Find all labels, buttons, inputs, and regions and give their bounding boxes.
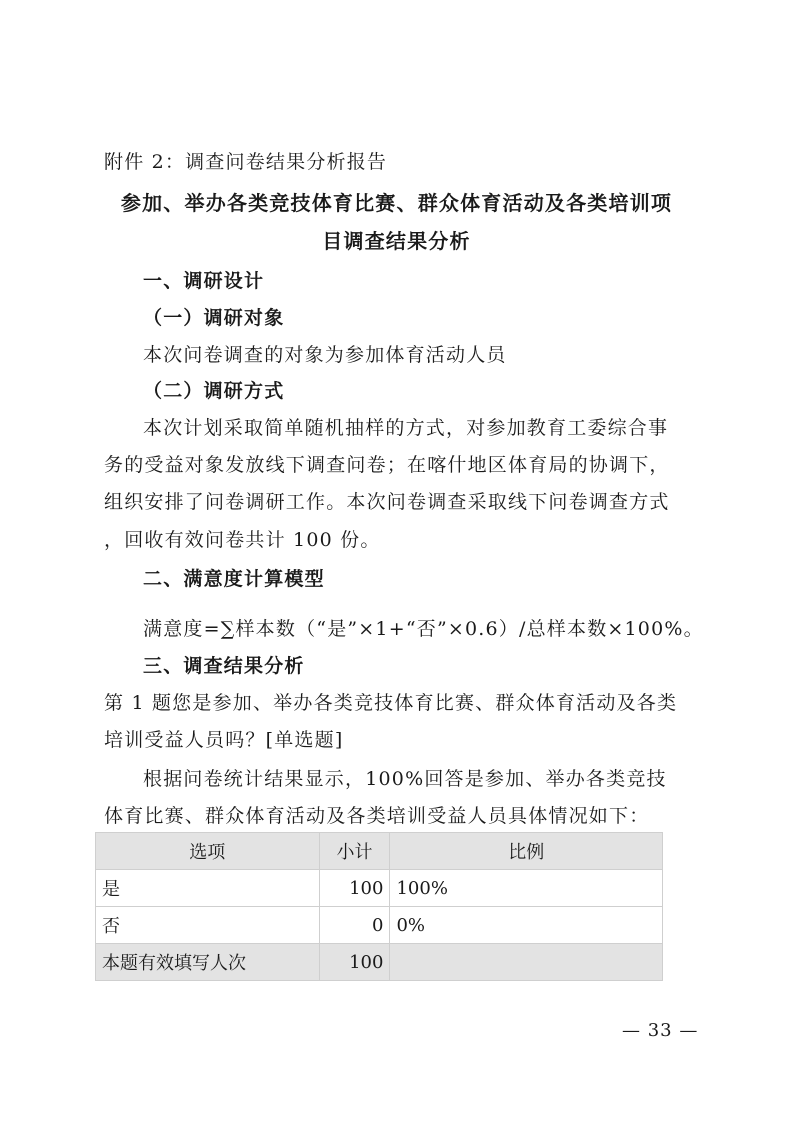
header-count: 小计 [319,833,390,870]
cell-ratio: 0% [390,907,663,944]
cell-count: 0 [319,907,390,944]
question1-line1: 第 1 题您是参加、举办各类竞技体育比赛、群众体育活动及各类 [104,692,678,714]
result-text-line1: 根据问卷统计结果显示，100%回答是参加、举办各类竞技 [143,768,667,790]
main-title-line2: 目调查结果分析 [322,229,471,253]
result-table [95,832,663,981]
sub1-heading: （一）调研对象 [143,307,285,329]
cell-option: 否 [96,907,320,944]
total-label: 本题有效填写人次 [96,944,320,981]
result-text-line2: 体育比赛、群众体育活动及各类培训受益人员具体情况如下： [104,805,650,827]
table-header-row [96,833,663,870]
table-row [96,870,663,907]
sub2-text-line4: ，回收有效问卷共计 100 份。 [104,529,381,551]
table-total-row [96,944,663,981]
section2-heading: 二、满意度计算模型 [143,568,325,590]
sub1-text: 本次问卷调查的对象为参加体育活动人员 [143,344,507,366]
section1-heading: 一、调研设计 [143,270,265,292]
attachment-title: 附件 2：调查问卷结果分析报告 [104,151,388,173]
sub2-text-line1: 本次计划采取简单随机抽样的方式，对参加教育工委综合事 [143,417,669,439]
section3-heading: 三、调查结果分析 [143,655,305,677]
sub2-text-line2: 务的受益对象发放线下调查问卷；在喀什地区体育局的协调下， [104,454,670,476]
header-ratio: 比例 [390,833,663,870]
cell-count: 100 [319,870,390,907]
header-option: 选项 [96,833,320,870]
total-count: 100 [319,944,390,981]
total-ratio-empty [390,944,663,981]
table-row [96,907,663,944]
cell-ratio: 100% [390,870,663,907]
main-title-line1: 参加、举办各类竞技体育比赛、群众体育活动及各类培训项 [120,191,673,215]
sub2-text-line3: 组织安排了问卷调研工作。本次问卷调查采取线下问卷调查方式 [104,491,670,513]
cell-option: 是 [96,870,320,907]
question1-line2: 培训受益人员吗？[单选题] [104,729,344,751]
formula: 满意度=∑样本数（“是”×1+“否”×0.6）/总样本数×100%。 [143,618,704,640]
page-number: — 33 — [622,1020,699,1041]
sub2-heading: （二）调研方式 [143,380,285,402]
